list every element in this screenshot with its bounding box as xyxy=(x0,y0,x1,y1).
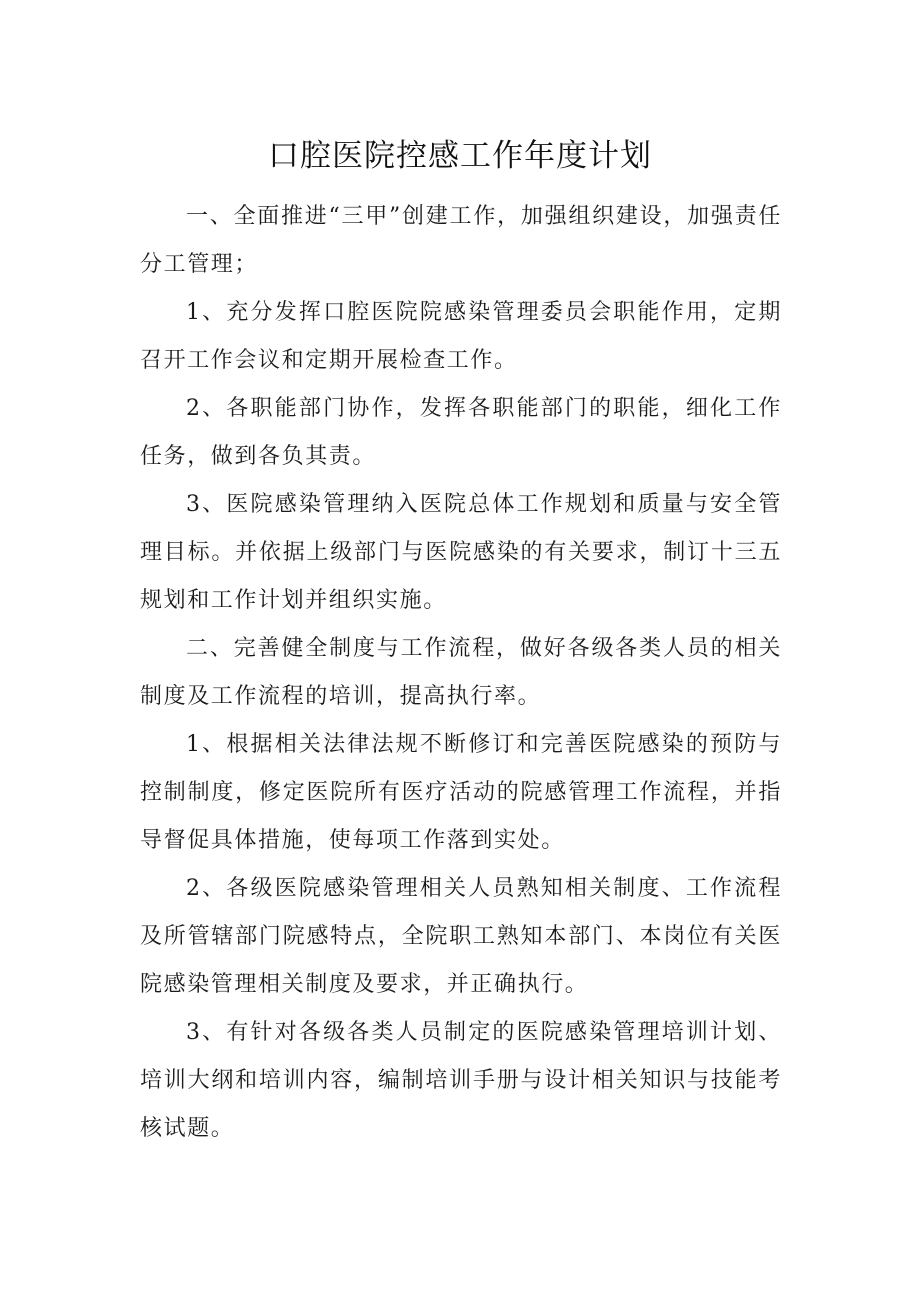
paragraph-2-2: 2、各级医院感染管理相关人员熟知相关制度、工作流程及所管辖部门院感特点，全院职工熟知本部门、本岗位有关医院感染管理相关制度及要求，并正确执行。 xyxy=(140,876,782,997)
document-title: 口腔医院控感工作年度计划 xyxy=(268,138,652,174)
paragraph-1-3: 3、医院感染管理纳入医院总体工作规划和质量与安全管理目标。并依据上级部门与医院感染的有关要求，制订十三五规划和工作计划并组织实施。 xyxy=(140,492,782,613)
paragraph-2-1: 1、根据相关法律法规不断修订和完善医院感染的预防与控制制度，修定医院所有医疗活动的院感管理工作流程，并指导督促具体措施，使每项工作落到实处。 xyxy=(140,732,782,853)
document-body xyxy=(140,193,782,1153)
paragraph-1-1: 1、充分发挥口腔医院院感染管理委员会职能作用，定期召开工作会议和定期开展检查工作。 xyxy=(140,300,782,373)
section-heading-2: 二、完善健全制度与工作流程，做好各级各类人员的相关制度及工作流程的培训，提高执行率。 xyxy=(140,636,782,709)
paragraph-2-3: 3、有针对各级各类人员制定的医院感染管理培训计划、培训大纲和培训内容，编制培训手册与设计相关知识与技能考核试题。 xyxy=(140,1020,782,1141)
section-heading-1: 一、全面推进“三甲”创建工作，加强组织建设，加强责任分工管理； xyxy=(140,204,782,277)
paragraph-1-2: 2、各职能部门协作，发挥各职能部门的职能，细化工作任务，做到各负其责。 xyxy=(140,396,782,469)
